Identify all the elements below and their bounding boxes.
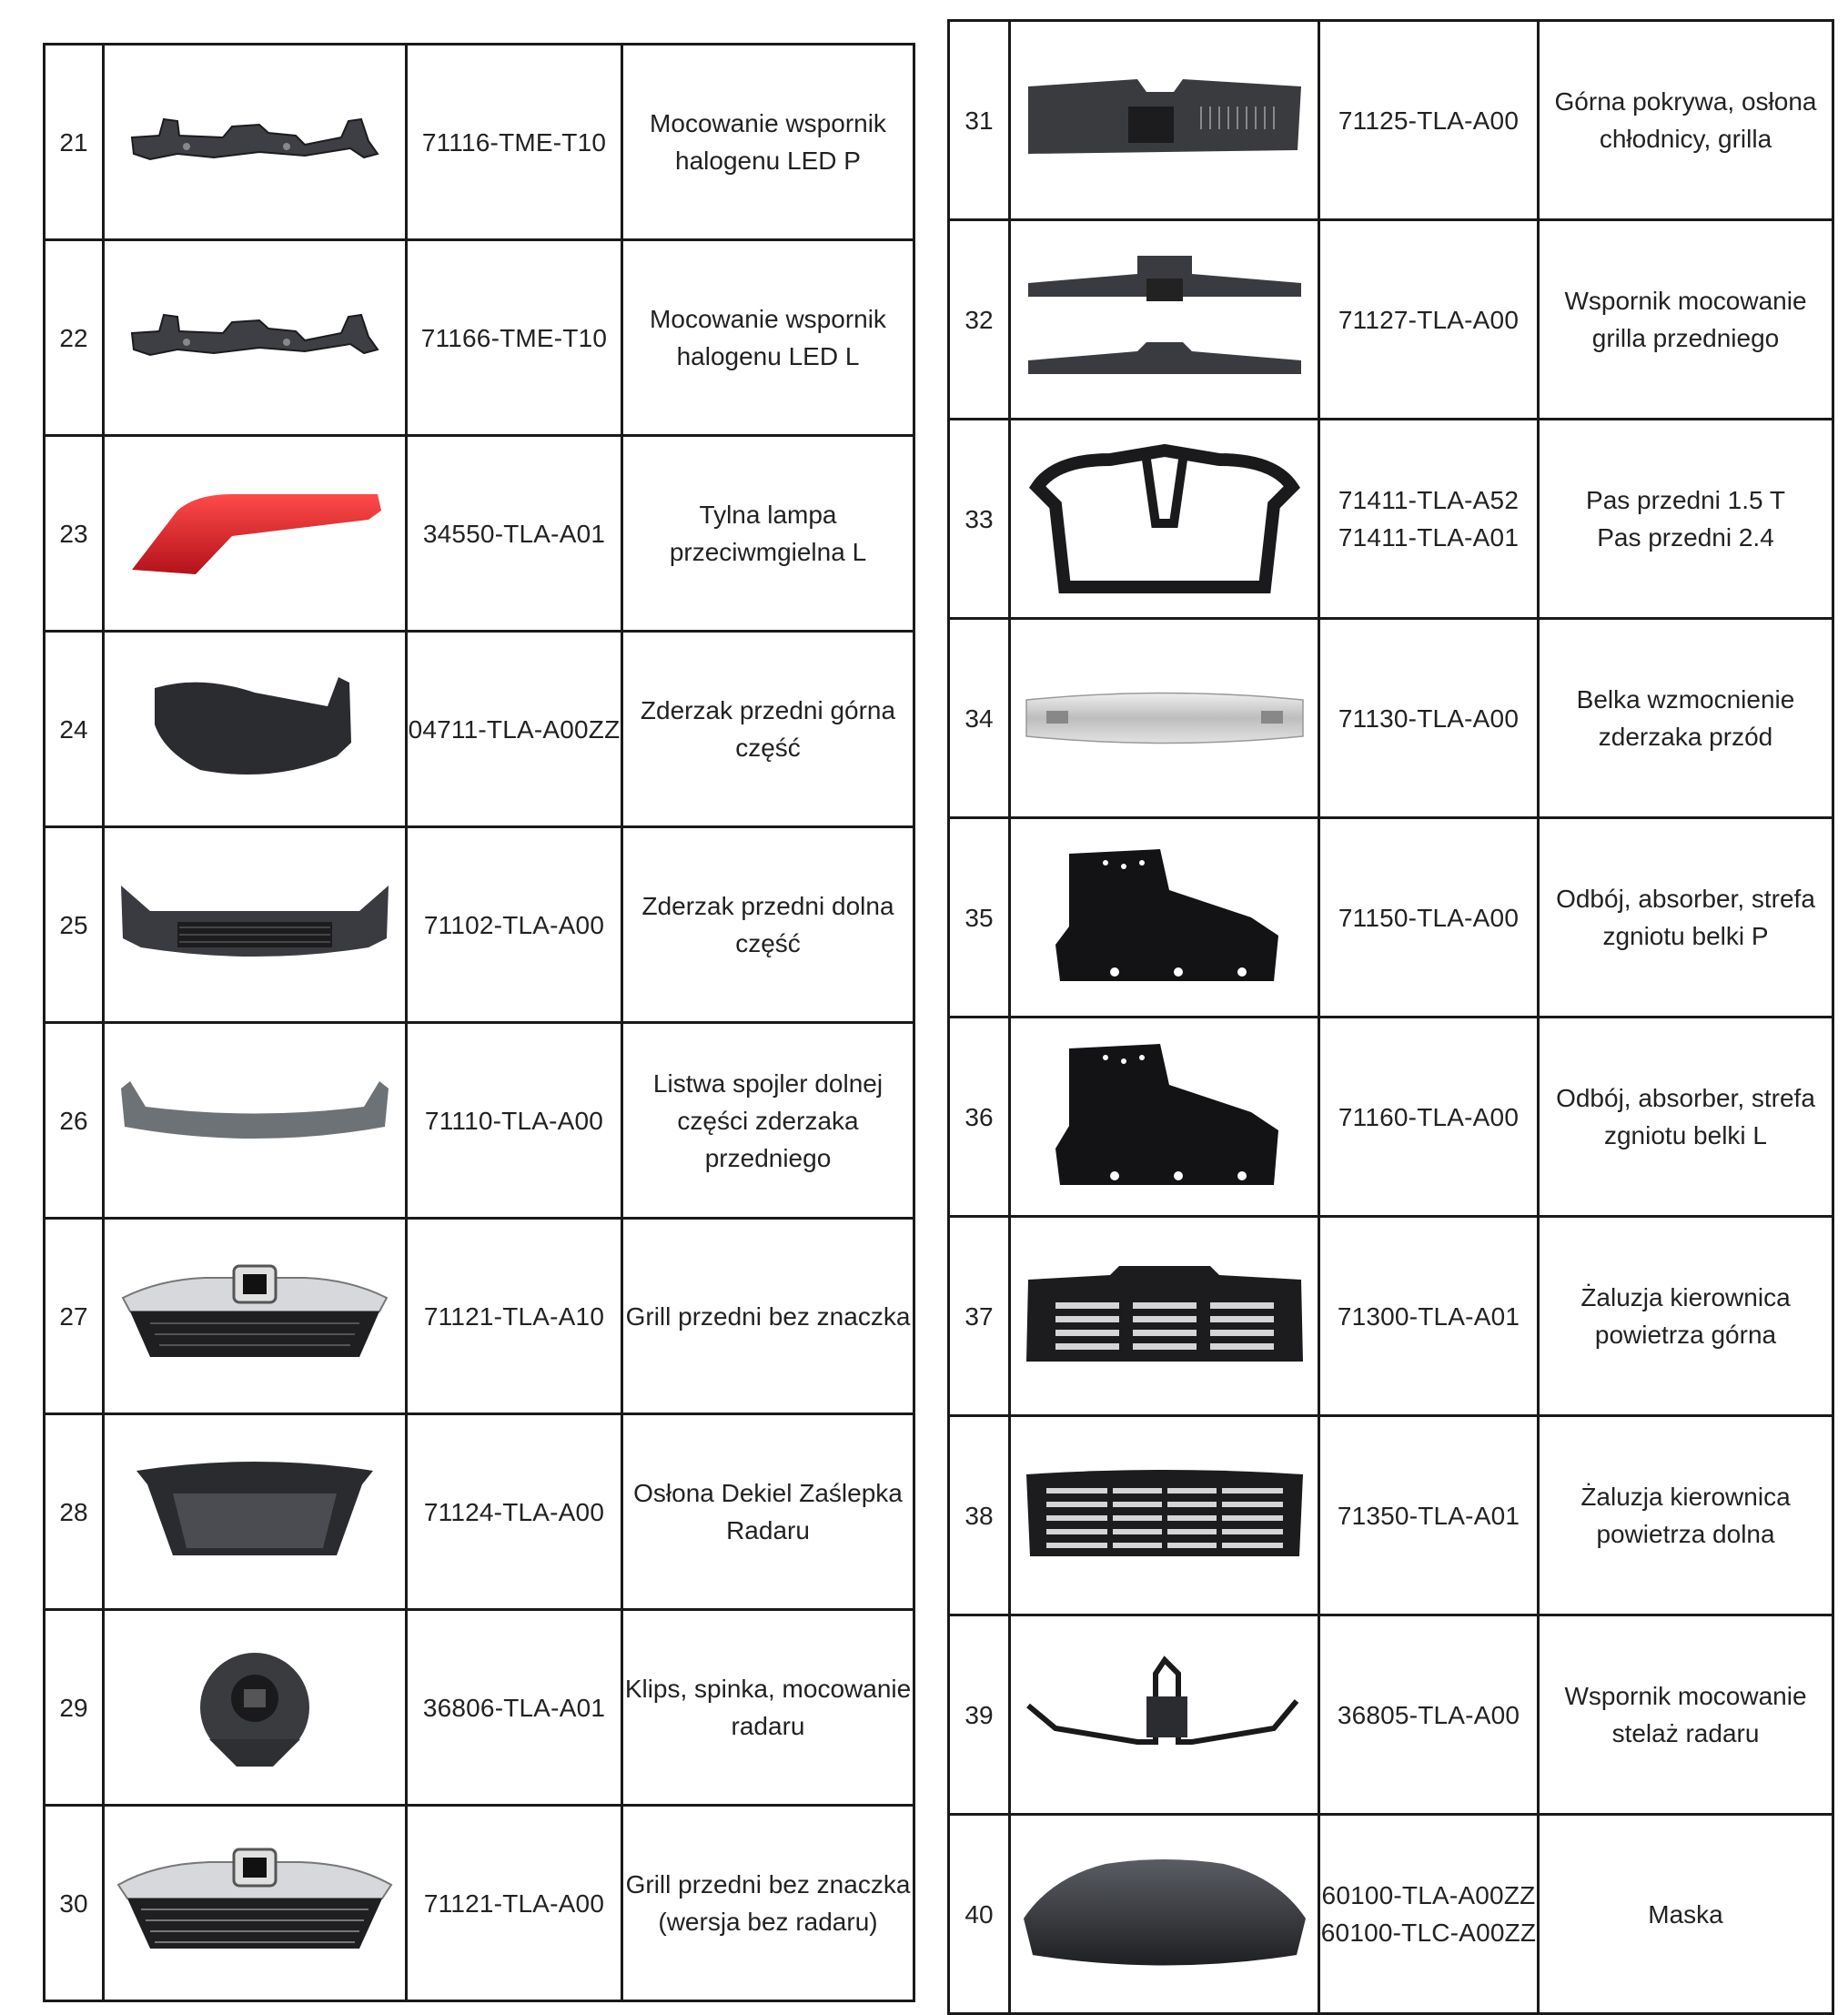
air-shutter-lower-icon [1010, 1416, 1319, 1615]
part-number: 30 [45, 1806, 104, 2001]
part-description-line: Żaluzja kierownica powietrza górna [1580, 1283, 1791, 1349]
part-description-line: Grill przedni bez znaczka (wersja bez radaru) [625, 1870, 911, 1936]
part-description-line: Odbój, absorber, strefa zgniotu belki P [1556, 885, 1815, 950]
part-code [407, 436, 622, 632]
part-description [622, 240, 914, 436]
part-description [1539, 619, 1833, 818]
table-row [949, 818, 1833, 1018]
rear-fog-lamp-icon [104, 436, 407, 632]
part-code-line: 36805-TLA-A00 [1337, 1700, 1520, 1729]
part-code-line: 71411-TLA-A52 [1338, 486, 1520, 514]
table-row [45, 436, 914, 632]
part-description-line: Górna pokrywa, osłona chłodnicy, grilla [1554, 87, 1817, 153]
part-description [622, 827, 914, 1023]
table-row [949, 1416, 1833, 1615]
part-description [622, 1610, 914, 1806]
table-row [45, 1023, 914, 1219]
part-code [1319, 220, 1539, 420]
part-description-line: Mocowanie wspornik halogenu LED P [650, 109, 886, 175]
table-row [45, 1219, 914, 1414]
part-description [622, 1414, 914, 1610]
radiator-cover-icon [1010, 21, 1319, 220]
spoiler-strip-icon [104, 1023, 407, 1219]
front-bumper-upper-icon [104, 632, 407, 827]
part-code [1319, 21, 1539, 220]
part-number: 28 [45, 1414, 104, 1610]
part-code-line: 36806-TLA-A01 [422, 1693, 606, 1722]
crash-absorber-right-icon [1010, 818, 1319, 1018]
part-number: 35 [949, 818, 1010, 1018]
part-code-line: 71125-TLA-A00 [1338, 106, 1520, 135]
part-code [407, 240, 622, 436]
part-description-line: Klips, spinka, mocowanie radaru [624, 1675, 912, 1740]
part-description-line: Belka wzmocnienie zderzaka przód [1576, 685, 1795, 751]
crash-absorber-left-icon [1010, 1018, 1319, 1217]
part-number: 24 [45, 632, 104, 827]
part-number: 21 [45, 45, 104, 240]
part-code-line: 71411-TLA-A01 [1338, 523, 1520, 552]
part-code [1319, 1018, 1539, 1217]
part-code-line: 71121-TLA-A00 [423, 1888, 605, 1918]
part-code-line: 71150-TLA-A00 [1338, 903, 1520, 932]
led-bracket-right-icon [104, 45, 407, 240]
part-code-line: 71116-TME-T10 [421, 127, 607, 157]
part-description-line: Listwa spojler dolnej części zderzaka przedniego [652, 1068, 884, 1172]
table-row [949, 1815, 1833, 2014]
part-description-line: Grill przedni bez znaczka [625, 1301, 911, 1331]
table-row [45, 1610, 914, 1806]
part-description [1539, 1615, 1833, 1815]
part-description-line: Tylna lampa przeciwmgielna L [669, 501, 867, 566]
air-shutter-upper-icon [1010, 1217, 1319, 1416]
front-grill-no-radar-icon [104, 1806, 407, 2001]
part-code-line: 71160-TLA-A00 [1338, 1102, 1520, 1131]
part-description [1539, 818, 1833, 1018]
part-description [622, 436, 914, 632]
front-bumper-lower-icon [104, 827, 407, 1023]
table-row [45, 827, 914, 1023]
part-number: 29 [45, 1610, 104, 1806]
table-row [949, 1615, 1833, 1815]
part-description-line: Mocowanie wspornik halogenu LED L [650, 305, 886, 370]
part-number: 25 [45, 827, 104, 1023]
part-code-line: 71102-TLA-A00 [423, 910, 605, 939]
table-row [45, 240, 914, 436]
table-row [45, 1806, 914, 2001]
part-number: 37 [949, 1217, 1010, 1416]
part-code-line: 71121-TLA-A10 [423, 1301, 605, 1331]
part-code-line: 71124-TLA-A00 [423, 1497, 605, 1526]
part-number: 31 [949, 21, 1010, 220]
part-code [1319, 1615, 1539, 1815]
grill-mount-bracket-icon [1010, 220, 1319, 420]
part-code [407, 1610, 622, 1806]
part-description-line: Zderzak przedni dolna część [641, 892, 894, 957]
part-description-line: Pas przedni 1.5 T [1586, 486, 1785, 514]
part-number: 23 [45, 436, 104, 632]
hood-icon [1010, 1815, 1319, 2014]
part-number: 38 [949, 1416, 1010, 1615]
part-code [1319, 1815, 1539, 2014]
part-code [1319, 1217, 1539, 1416]
part-description [622, 1023, 914, 1219]
table-row [45, 1414, 914, 1610]
part-number: 22 [45, 240, 104, 436]
part-description-line: Wspornik mocowanie grilla przedniego [1564, 287, 1807, 352]
part-code-line: 71350-TLA-A01 [1337, 1501, 1520, 1530]
part-description [622, 1806, 914, 2001]
part-code-line: 71110-TLA-A00 [424, 1106, 604, 1135]
bumper-beam-icon [1010, 619, 1319, 818]
part-code-line: 34550-TLA-A01 [422, 519, 606, 548]
radar-bracket-icon [1010, 1615, 1319, 1815]
part-description-line: Wspornik mocowanie stelaż radaru [1564, 1682, 1807, 1747]
part-description-line: Maska [1648, 1899, 1723, 1929]
part-description [1539, 1217, 1833, 1416]
part-description-line: Żaluzja kierownica powietrza dolna [1580, 1483, 1791, 1548]
table-row [949, 220, 1833, 420]
table-row [949, 1018, 1833, 1217]
part-code [1319, 1416, 1539, 1615]
part-code [1319, 619, 1539, 818]
part-code [407, 1414, 622, 1610]
table-row [45, 45, 914, 240]
part-code [407, 632, 622, 827]
part-code [407, 45, 622, 240]
part-code [407, 1219, 622, 1414]
part-code-line: 60100-TLC-A00ZZ [1320, 1919, 1537, 1947]
part-number: 40 [949, 1815, 1010, 2014]
radar-clip-icon [104, 1610, 407, 1806]
part-code-line: 71300-TLA-A01 [1337, 1301, 1520, 1331]
part-code-line: 71166-TME-T10 [420, 323, 608, 352]
front-grill-icon [104, 1219, 407, 1414]
part-code [1319, 818, 1539, 1018]
part-number: 26 [45, 1023, 104, 1219]
parts-table-left [43, 43, 915, 2002]
part-description [622, 1219, 914, 1414]
part-description [1539, 1416, 1833, 1615]
part-code-line: 71127-TLA-A00 [1338, 305, 1520, 334]
part-description [1539, 21, 1833, 220]
part-code [407, 1023, 622, 1219]
front-panel-icon [1010, 420, 1319, 619]
table-row [949, 420, 1833, 619]
table-row [949, 21, 1833, 220]
part-description-line: Pas przedni 2.4 [1597, 523, 1774, 552]
part-description-line: Odbój, absorber, strefa zgniotu belki L [1556, 1084, 1815, 1149]
led-bracket-left-icon [104, 240, 407, 436]
part-description [1539, 1815, 1833, 2014]
part-number: 34 [949, 619, 1010, 818]
part-number: 27 [45, 1219, 104, 1414]
part-description-line: Osłona Dekiel Zaślepka Radaru [633, 1479, 903, 1544]
part-number: 39 [949, 1615, 1010, 1815]
table-row [45, 632, 914, 827]
part-code-line: 04711-TLA-A00ZZ [408, 714, 621, 744]
part-code-line: 60100-TLA-A00ZZ [1321, 1881, 1536, 1909]
part-code [1319, 420, 1539, 619]
table-row [949, 1217, 1833, 1416]
part-code-line: 71130-TLA-A00 [1338, 704, 1520, 733]
part-description [1539, 420, 1833, 619]
part-description [1539, 220, 1833, 420]
part-description-line: Zderzak przedni górna część [640, 696, 896, 762]
part-number: 33 [949, 420, 1010, 619]
part-number: 36 [949, 1018, 1010, 1217]
part-number: 32 [949, 220, 1010, 420]
part-code [407, 1806, 622, 2001]
part-description [1539, 1018, 1833, 1217]
part-description [622, 632, 914, 827]
radar-cover-icon [104, 1414, 407, 1610]
parts-table-right [947, 19, 1834, 2015]
part-code [407, 827, 622, 1023]
table-row [949, 619, 1833, 818]
part-description [622, 45, 914, 240]
